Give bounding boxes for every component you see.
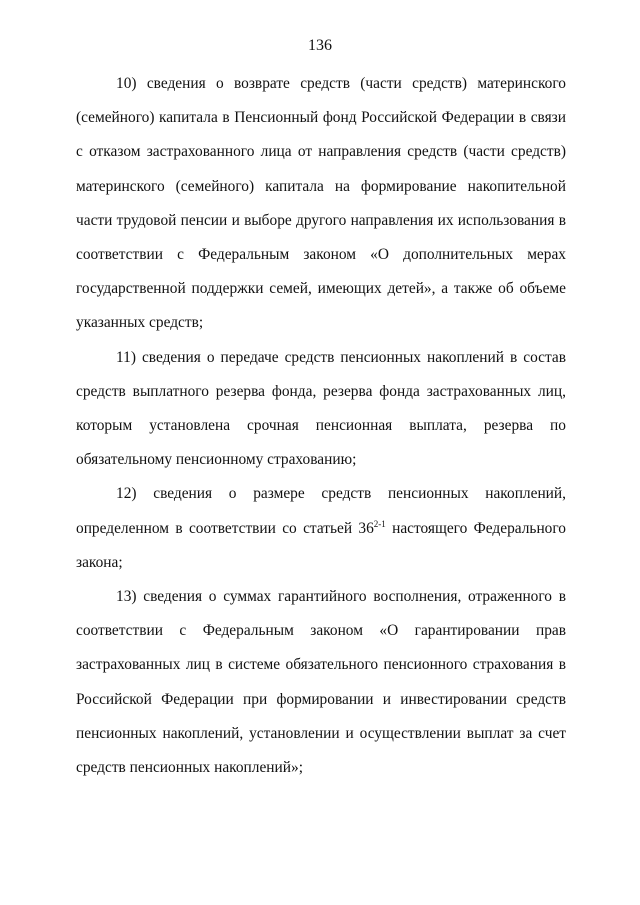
paragraph-item-11: 11) сведения о передаче средств пенсионных накоплений в состав средств выплатного резерва фонда, резерва фонда застрахованных лиц, которым установлена срочная пенсионная выплата, резерва по обязательному пенсионному страхованию; (76, 348, 566, 469)
paragraph-item-10: 10) сведения о возврате средств (части средств) материнского (семейного) капитала в Пенсионный фонд Российской Федерации в связи с отказом застрахованного лица от направления средств (части средств) материнского (семейного) капитала на формирование накопительной части трудовой пенсии и выборе другого направления их использования в соответствии с Федеральным законом «О дополнительных мерах государственной поддержки семей, имеющих детей», а также об объеме указанных средств; (76, 75, 566, 332)
paragraph-item-12-text-end: настоящего Федерального закона; (76, 519, 566, 571)
page-number: 136 (308, 37, 332, 54)
paragraph-item-13: 13) сведения о суммах гарантийного восполнения, отраженного в соответствии с Федеральным законом «О гарантировании прав застрахованных лиц в системе обязательного пенсионного страхования в Российской Федерации при формировании и инвестировании средств пенсионных накоплений, установлении и осуществлении выплат за счет средств пенсионных накоплений»; (76, 588, 566, 777)
document-body (76, 67, 566, 785)
article-superscript: 2-1 (373, 518, 386, 529)
paragraph-item-12 (76, 477, 566, 580)
paragraph-item-12-text: 12) сведения о размере средств пенсионных накоплений, определенном в соответствии со статьей 36 (76, 485, 566, 537)
